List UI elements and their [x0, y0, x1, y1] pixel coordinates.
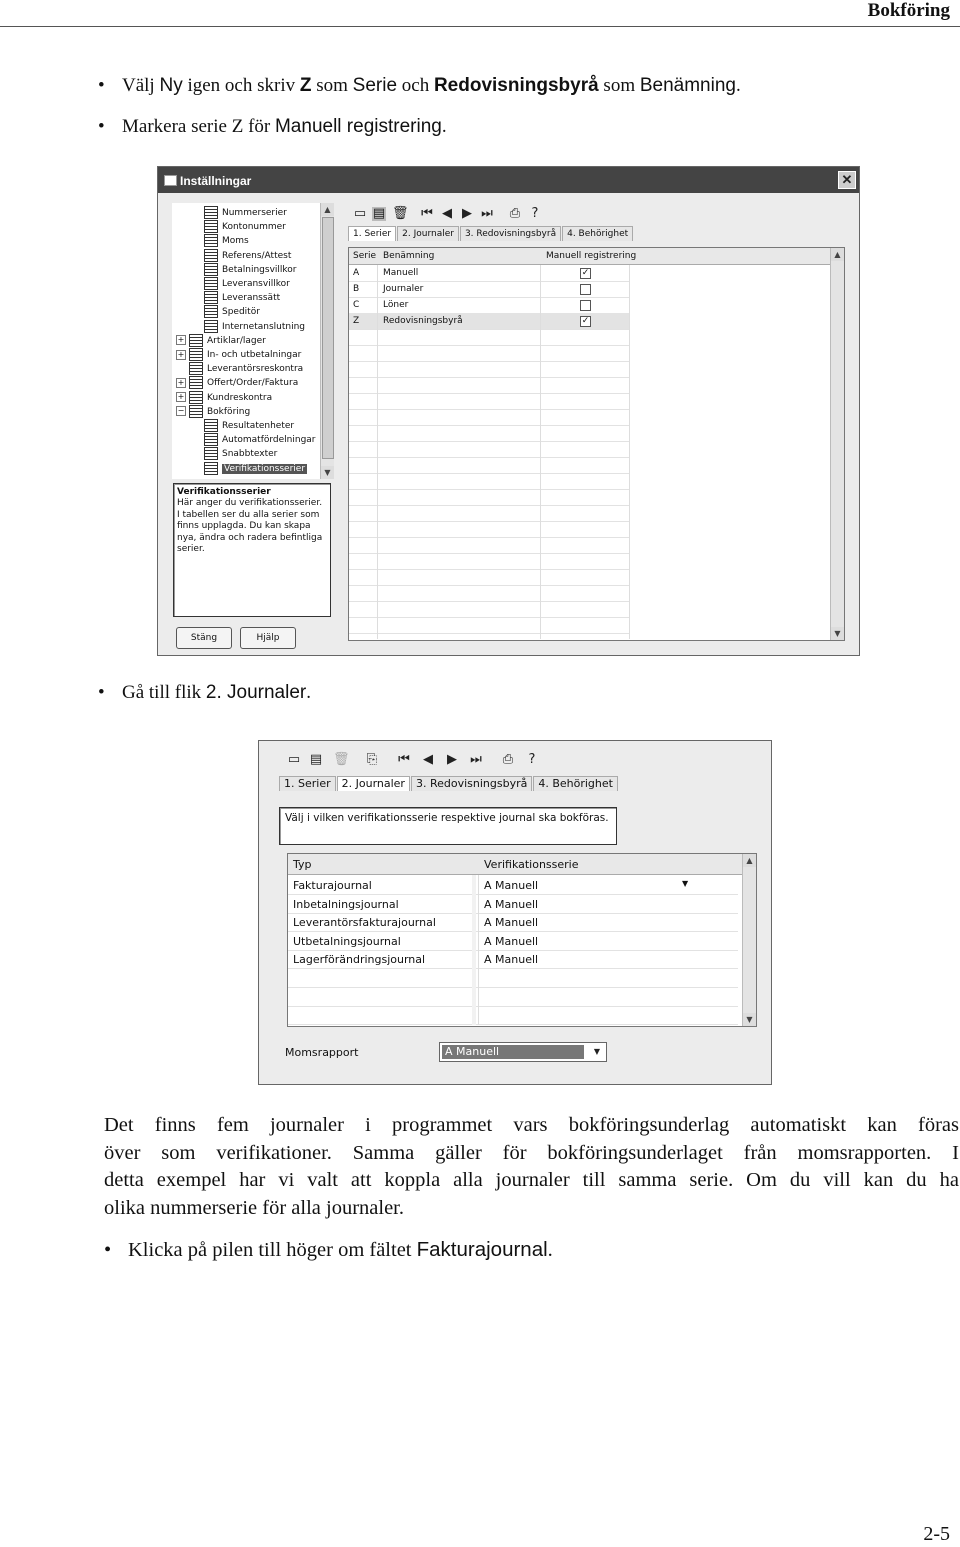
- tree-item-label: Leverantörsreskontra: [207, 364, 304, 375]
- tree-item-label: Kontonummer: [222, 222, 286, 233]
- cell-serie: A: [353, 268, 360, 278]
- trash-icon[interactable]: 🗑: [392, 206, 409, 221]
- window-titlebar: [158, 167, 859, 193]
- empty-row: [349, 361, 629, 378]
- table-row[interactable]: [349, 265, 629, 282]
- info-text: Här anger du verifikationsserier. I tabellen ser du alla serier som finns upplagda. Du kan skapa nya, ändra och radera befintliga serier.: [177, 498, 323, 554]
- tree-item-label: Kundreskontra: [207, 392, 273, 403]
- tree-item[interactable]: [176, 391, 272, 405]
- empty-row: [349, 489, 629, 506]
- col-header-serie[interactable]: Serie: [353, 251, 376, 261]
- tree-item-label: In- och utbetalningar: [207, 350, 302, 360]
- tab-1[interactable]: 1. Serier: [279, 776, 336, 791]
- tree-item[interactable]: [204, 433, 316, 447]
- tree-item[interactable]: [204, 305, 260, 319]
- table-row[interactable]: [288, 895, 738, 914]
- cell-series[interactable]: A Manuell: [484, 897, 539, 911]
- empty-row: [349, 441, 629, 458]
- col-divider: [478, 875, 479, 1025]
- cell-type: Inbetalningsjournal: [293, 897, 399, 911]
- journal-grid: [287, 853, 757, 1027]
- tree-item[interactable]: [204, 234, 249, 248]
- settings-node-icon: [204, 206, 218, 219]
- empty-row: [288, 988, 738, 1007]
- cell-type: Leverantörsfakturajournal: [293, 916, 436, 930]
- tree-item[interactable]: [204, 277, 290, 291]
- expand-icon[interactable]: +: [177, 377, 185, 387]
- tree-item-label: Leveranssätt: [222, 293, 281, 304]
- last-record-icon[interactable]: ⏭: [481, 206, 493, 221]
- col-divider: [377, 265, 378, 639]
- dropdown-arrow-icon[interactable]: ▼: [682, 879, 689, 888]
- tab-4[interactable]: 4. Behörighet: [533, 776, 618, 791]
- bullet-1: • Välj Ny igen och skriv Z som Serie och Redovisningsbyrå som Benämning.: [98, 75, 741, 96]
- cell-series[interactable]: A Manuell: [484, 879, 539, 892]
- save-icon[interactable]: ⎘: [366, 752, 378, 767]
- cell-serie: Z: [353, 316, 360, 326]
- grid-scrollbar[interactable]: [742, 854, 756, 1026]
- col-divider: [540, 265, 541, 639]
- empty-row: [349, 393, 629, 410]
- tree-item-label: Speditör: [222, 307, 260, 318]
- bullet-3: • Gå till flik 2. Journaler.: [98, 682, 311, 703]
- bullet-4: • Klicka på pilen till höger om fältet Fakturajournal.: [104, 1238, 553, 1261]
- cell-type: Fakturajournal: [293, 879, 372, 892]
- tab-2[interactable]: 2. Journaler: [397, 226, 459, 241]
- body-paragraph: [104, 1112, 959, 1222]
- cell-name: Journaler: [383, 284, 424, 294]
- tree-item-label: Bokföring: [207, 406, 251, 417]
- series-grid: [348, 247, 845, 641]
- close-button[interactable]: Stäng: [176, 627, 232, 649]
- cell-name: Redovisningsbyrå: [383, 316, 463, 326]
- empty-row: [349, 473, 629, 490]
- tab-strip: [279, 776, 619, 791]
- prev-record-icon[interactable]: ◀: [423, 752, 433, 767]
- print-icon[interactable]: ⎙: [509, 206, 521, 221]
- scroll-up-icon[interactable]: ▲: [743, 854, 756, 867]
- paragraph-line-2: över som verifikationer. Samma gäller för bokföringsunderlaget från momsrapporten. I: [104, 1141, 959, 1164]
- settings-node-icon: [204, 447, 218, 460]
- dropdown-arrow-icon[interactable]: ▼: [593, 1047, 601, 1056]
- settings-node-icon: [204, 462, 218, 475]
- col-divider: [629, 265, 630, 639]
- expand-icon[interactable]: +: [177, 392, 185, 402]
- manual-registration-checkbox[interactable]: [580, 300, 591, 311]
- edit-icon[interactable]: ▤: [309, 752, 323, 767]
- table-row[interactable]: [349, 297, 629, 314]
- empty-row: [349, 345, 629, 362]
- cell-name: Manuell: [383, 268, 419, 278]
- tab-4[interactable]: 4. Behörighet: [562, 226, 633, 241]
- settings-node-icon: [204, 305, 218, 318]
- running-header: Bokföring: [867, 0, 950, 21]
- journals-panel: [258, 740, 772, 1085]
- tree-item[interactable]: [204, 249, 291, 263]
- settings-node-icon: [189, 348, 203, 361]
- close-icon[interactable]: ✕: [838, 171, 856, 189]
- paragraph-line-1: Det finns fem journaler i programmet vars bokföringsunderlag automatiskt kan föras: [104, 1114, 959, 1136]
- tab-3[interactable]: 3. Redovisningsbyrå: [411, 776, 532, 791]
- first-record-icon[interactable]: ⏮: [421, 206, 433, 221]
- empty-row: [349, 521, 629, 538]
- tree-item-label: Offert/Order/Faktura: [207, 378, 299, 389]
- tree-item[interactable]: [204, 263, 297, 277]
- settings-node-icon: [189, 362, 203, 375]
- empty-row: [349, 505, 629, 522]
- settings-node-icon: [204, 433, 218, 446]
- scroll-down-icon[interactable]: ▼: [743, 1013, 756, 1026]
- cell-name: Löner: [383, 300, 409, 310]
- settings-node-icon: [204, 419, 218, 432]
- settings-node-icon: [189, 376, 203, 389]
- tree-item-label: Betalningsvillkor: [222, 264, 297, 275]
- empty-row: [349, 457, 629, 474]
- first-record-icon[interactable]: ⏮: [398, 752, 410, 767]
- empty-row: [288, 969, 738, 988]
- cell-series[interactable]: A Manuell: [484, 953, 539, 967]
- tree-item-label: Leveransvillkor: [222, 279, 290, 289]
- help-icon[interactable]: ?: [528, 752, 536, 767]
- help-button[interactable]: Hjälp: [240, 627, 296, 649]
- edit-icon[interactable]: ▤: [372, 206, 386, 221]
- scroll-thumb[interactable]: [322, 217, 334, 459]
- row-indicator-column: [472, 875, 476, 1025]
- grid-header: [349, 248, 844, 265]
- table-row[interactable]: [288, 950, 738, 969]
- tab-strip: [348, 226, 634, 241]
- trash-icon[interactable]: 🗑: [333, 752, 350, 767]
- tree-item[interactable]: [204, 320, 305, 334]
- tree-item[interactable]: [204, 220, 286, 234]
- settings-window: [157, 166, 860, 656]
- empty-row: [349, 617, 629, 634]
- grid-header: [288, 854, 756, 875]
- instruction-box: [279, 807, 617, 845]
- manual-registration-checkbox[interactable]: ✓: [581, 316, 590, 326]
- moms-select-value: A Manuell: [442, 1045, 584, 1059]
- empty-row: [349, 377, 629, 394]
- prev-record-icon[interactable]: ◀: [442, 206, 452, 221]
- tree-item[interactable]: [204, 206, 287, 220]
- scroll-up-icon[interactable]: ▲: [321, 203, 334, 216]
- next-record-icon[interactable]: ▶: [447, 752, 457, 767]
- moms-select[interactable]: [439, 1042, 607, 1062]
- cell-series[interactable]: A Manuell: [484, 916, 539, 930]
- collapse-icon[interactable]: −: [177, 406, 185, 416]
- tree-item[interactable]: [176, 348, 301, 362]
- settings-node-icon: [189, 391, 203, 404]
- empty-row: [349, 537, 629, 554]
- window-title: Inställningar: [180, 174, 252, 188]
- tab-1[interactable]: 1. Serier: [348, 226, 396, 241]
- new-folder-icon[interactable]: ▭: [353, 206, 367, 221]
- settings-node-icon: [204, 249, 218, 262]
- new-folder-icon[interactable]: ▭: [287, 752, 301, 767]
- help-info-box: [173, 483, 331, 617]
- paragraph-line-3: detta exempel har vi valt att koppla alla journaler till samma serie. Om du vill kan du ha: [104, 1169, 959, 1191]
- cell-series[interactable]: A Manuell: [484, 934, 539, 948]
- tree-item[interactable]: [176, 376, 298, 390]
- paragraph-line-4: olika nummerserie för alla journaler.: [104, 1196, 404, 1219]
- help-icon[interactable]: ?: [531, 206, 539, 221]
- col-header-series[interactable]: Verifikationsserie: [484, 858, 579, 871]
- empty-row: [349, 329, 629, 346]
- info-title: Verifikationsserier: [177, 487, 271, 497]
- next-record-icon[interactable]: ▶: [462, 206, 472, 221]
- cell-type: Utbetalningsjournal: [293, 934, 401, 948]
- manual-registration-checkbox[interactable]: [580, 284, 591, 295]
- col-header-manual[interactable]: Manuell registrering: [546, 251, 637, 261]
- col-header-name[interactable]: Benämning: [383, 251, 435, 261]
- settings-node-icon: [189, 334, 203, 347]
- cell-type: Lagerförändringsjournal: [293, 953, 426, 967]
- empty-row: [349, 425, 629, 442]
- tree-item-label: Resultatenheter: [222, 421, 295, 431]
- tree-item[interactable]: [176, 334, 266, 348]
- tree-item-label: Moms: [222, 236, 249, 247]
- tree-item-label: Automatfördelningar: [222, 435, 316, 446]
- header-rule: [0, 26, 960, 27]
- tree-item-label: Verifikationsserier: [224, 463, 306, 474]
- bullet-2: • Markera serie Z för Manuell registrering.: [98, 116, 447, 137]
- print-icon[interactable]: ⎙: [502, 752, 514, 767]
- empty-row: [349, 601, 629, 618]
- expand-icon[interactable]: +: [177, 335, 185, 345]
- tree-item-label: Referens/Attest: [222, 250, 292, 261]
- tree-item[interactable]: [204, 447, 277, 461]
- tree-item-label: Internetanslutning: [222, 321, 305, 332]
- manual-registration-checkbox[interactable]: ✓: [581, 268, 590, 278]
- instruction-text: Välj i vilken verifikationsserie respektive journal ska bokföras.: [285, 812, 609, 824]
- expand-icon[interactable]: +: [177, 349, 185, 359]
- moms-label: Momsrapport: [285, 1046, 359, 1059]
- tree-scrollbar[interactable]: [320, 203, 334, 479]
- table-row[interactable]: [288, 876, 738, 895]
- settings-node-icon: [204, 263, 218, 276]
- grid-scrollbar[interactable]: [830, 248, 844, 640]
- empty-row: [349, 585, 629, 602]
- cell-serie: C: [353, 300, 360, 310]
- col-header-type[interactable]: Typ: [293, 858, 312, 871]
- empty-row: [349, 569, 629, 586]
- settings-node-icon: [204, 220, 218, 233]
- settings-node-icon: [204, 291, 218, 304]
- tree-item[interactable]: [204, 462, 307, 476]
- tree-item-label: Artiklar/lager: [207, 335, 266, 346]
- settings-node-icon: [204, 277, 218, 290]
- cell-serie: B: [353, 284, 360, 294]
- tree-item[interactable]: [176, 362, 303, 376]
- table-row[interactable]: [349, 313, 629, 330]
- settings-node-icon: [204, 234, 218, 247]
- settings-node-icon: [204, 320, 218, 333]
- table-row[interactable]: [349, 281, 629, 298]
- tree-item[interactable]: [176, 405, 250, 419]
- tab-2[interactable]: 2. Journaler: [337, 776, 410, 791]
- tree-item[interactable]: [204, 419, 294, 433]
- settings-node-icon: [189, 405, 203, 418]
- empty-row: [288, 1006, 738, 1025]
- table-row[interactable]: [288, 913, 738, 932]
- last-record-icon[interactable]: ⏭: [470, 752, 482, 767]
- settings-tree: [172, 203, 334, 479]
- tree-item-label: Snabbtexter: [222, 449, 278, 460]
- page-number: 2-5: [923, 1523, 950, 1545]
- empty-row: [349, 553, 629, 570]
- tree-item-label: Nummerserier: [222, 208, 287, 218]
- empty-row: [349, 409, 629, 426]
- table-row[interactable]: [288, 932, 738, 951]
- scroll-down-icon[interactable]: ▼: [321, 466, 334, 479]
- scroll-down-icon[interactable]: ▼: [831, 627, 844, 640]
- window-icon: [164, 175, 177, 186]
- tab-3[interactable]: 3. Redovisningsbyrå: [460, 226, 561, 241]
- tree-item[interactable]: [204, 291, 280, 305]
- scroll-up-icon[interactable]: ▲: [831, 248, 844, 261]
